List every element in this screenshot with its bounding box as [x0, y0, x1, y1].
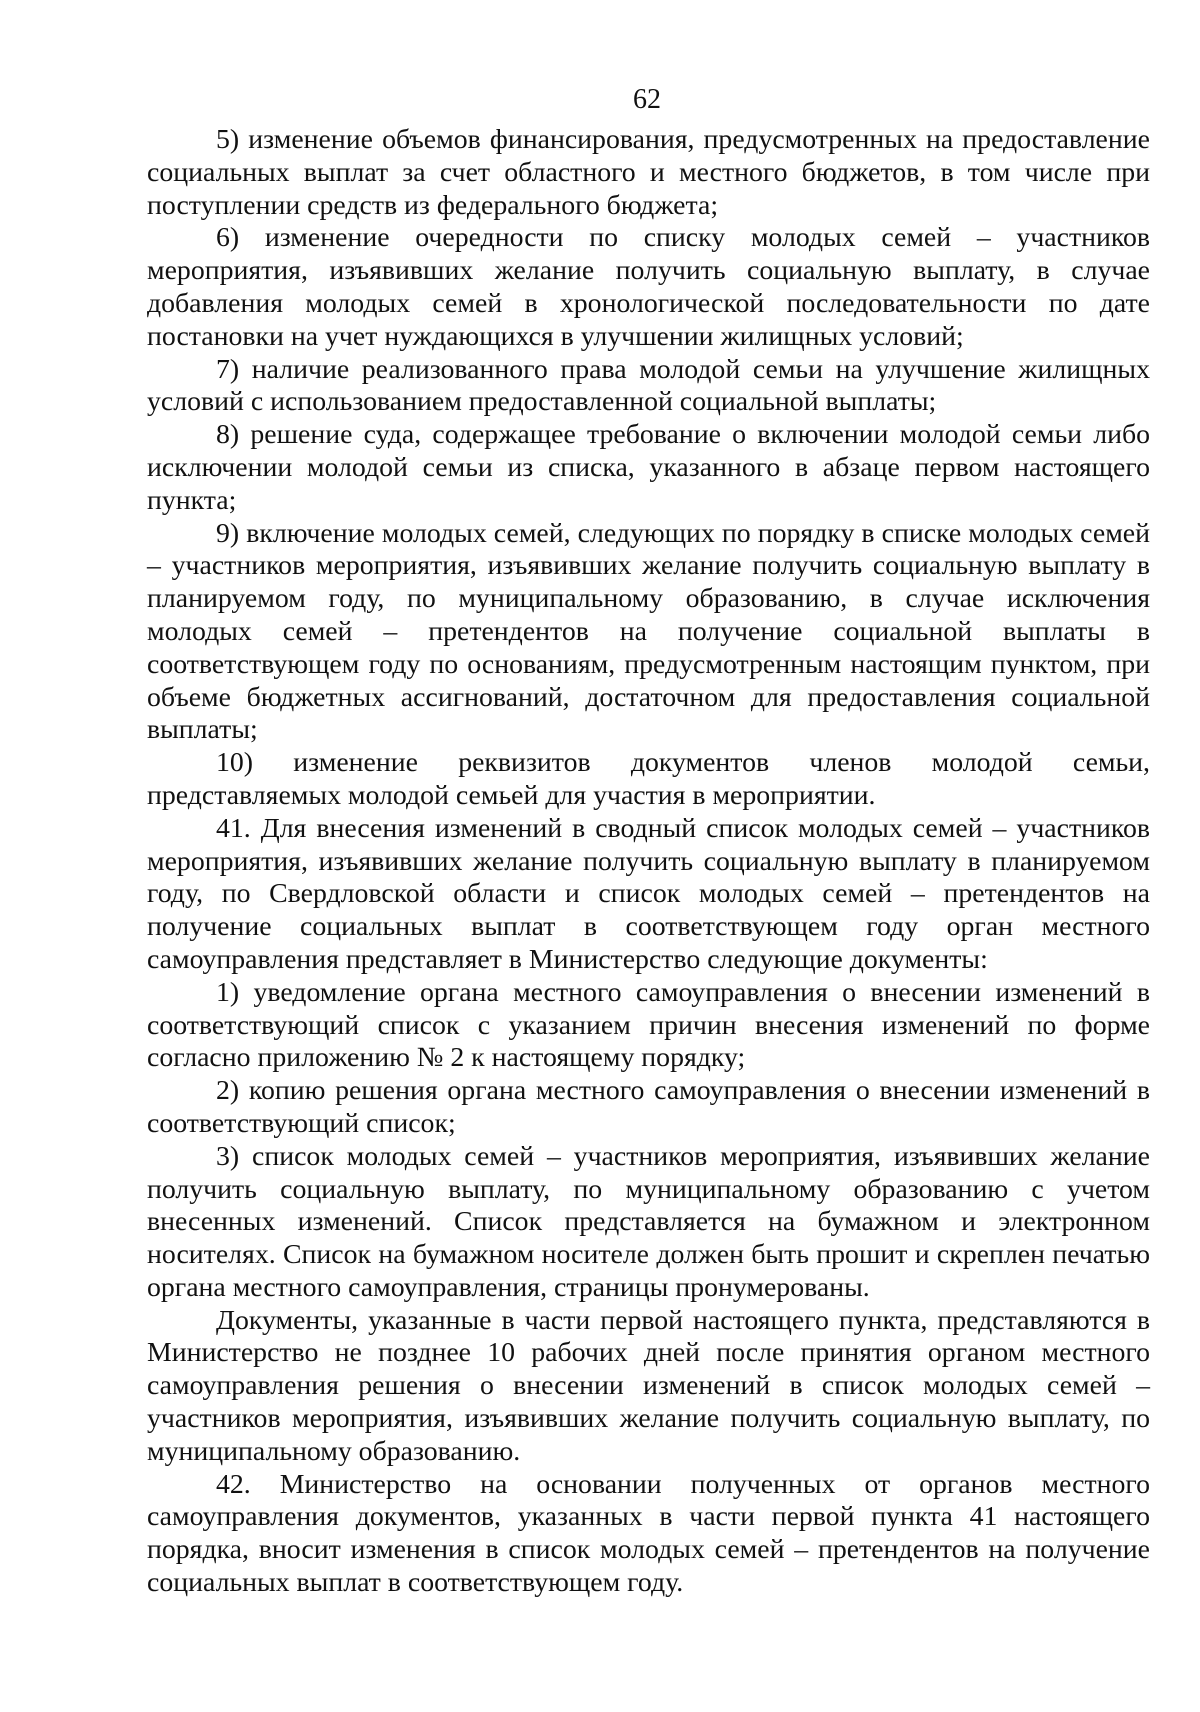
document-body	[147, 124, 1150, 1600]
paragraph-item-6: 6) изменение очередности по списку молодых семей – участников мероприятия, изъявивших желание получить социальную выплату, в случае добавления молодых семей в хронологической последовательности по дате постановки на учет нуждающихся в улучшении жилищных условий;	[147, 222, 1150, 352]
paragraph-section-42: 42. Министерство на основании полученных от органов местного самоуправления документов, указанных в части первой пункта 41 настоящего порядка, вносит изменения в список молодых семей – претендентов на получение социальных выплат в соответствующем году.	[147, 1468, 1150, 1599]
paragraph-doc-item-3: 3) список молодых семей – участников мероприятия, изъявивших желание получить социальную выплату, по муниципальному образованию с учетом внесенных изменений. Список представляется на бумажном и электронном носителях. Список на бумажном носителе должен быть прошит и скреплен печатью органа местного самоуправления, страницы пронумерованы.	[147, 1140, 1150, 1303]
paragraph-doc-item-1: 1) уведомление органа местного самоуправления о внесении изменений в соответствующий список с указанием причин внесения изменений по форме согласно приложению № 2 к настоящему порядку;	[147, 976, 1150, 1074]
paragraph-item-8: 8) решение суда, содержащее требование о включении молодой семьи либо исключении молодой семьи из списка, указанного в абзаце первом настоящего пункта;	[147, 419, 1150, 516]
paragraph-doc-item-2: 2) копию решения органа местного самоуправления о внесении изменений в соответствующий список;	[147, 1075, 1150, 1139]
paragraph-section-41: 41. Для внесения изменений в сводный список молодых семей – участников мероприятия, изъявивших желание получить социальную выплату в планируемом году, по Свердловской области и список молодых семей – претендентов на получение социальных выплат в соответствующем году орган местного самоуправления представляет в Министерство следующие документы:	[147, 812, 1150, 975]
paragraph-submission-deadline: Документы, указанные в части первой настоящего пункта, представляются в Министерство не позднее 10 рабочих дней после принятия органом местного самоуправления решения о внесении изменений в список молодых семей – участников мероприятия, изъявивших желание получить социальную выплату, по муниципальному образованию.	[147, 1304, 1150, 1467]
paragraph-item-10: 10) изменение реквизитов документов членов молодой семьи, представляемых молодой семьей для участия в мероприятии.	[147, 747, 1150, 811]
paragraph-item-7: 7) наличие реализованного права молодой семьи на улучшение жилищных условий с использованием предоставленной социальной выплаты;	[147, 353, 1150, 418]
paragraph-item-9: 9) включение молодых семей, следующих по порядку в списке молодых семей – участников мероприятия, изъявивших желание получить социальную выплату в планируемом году, по муниципальному образованию, в случае исключения молодых семей – претендентов на получение социальной выплаты в соответствующем году по основаниям, предусмотренным настоящим пунктом, при объеме бюджетных ассигнований, достаточном для предоставления социальной выплаты;	[147, 517, 1150, 746]
page-number: 62	[633, 84, 661, 115]
paragraph-item-5: 5) изменение объемов финансирования, предусмотренных на предоставление социальных выплат за счет областного и местного бюджетов, в том числе при поступлении средств из федерального бюджета;	[147, 124, 1150, 221]
